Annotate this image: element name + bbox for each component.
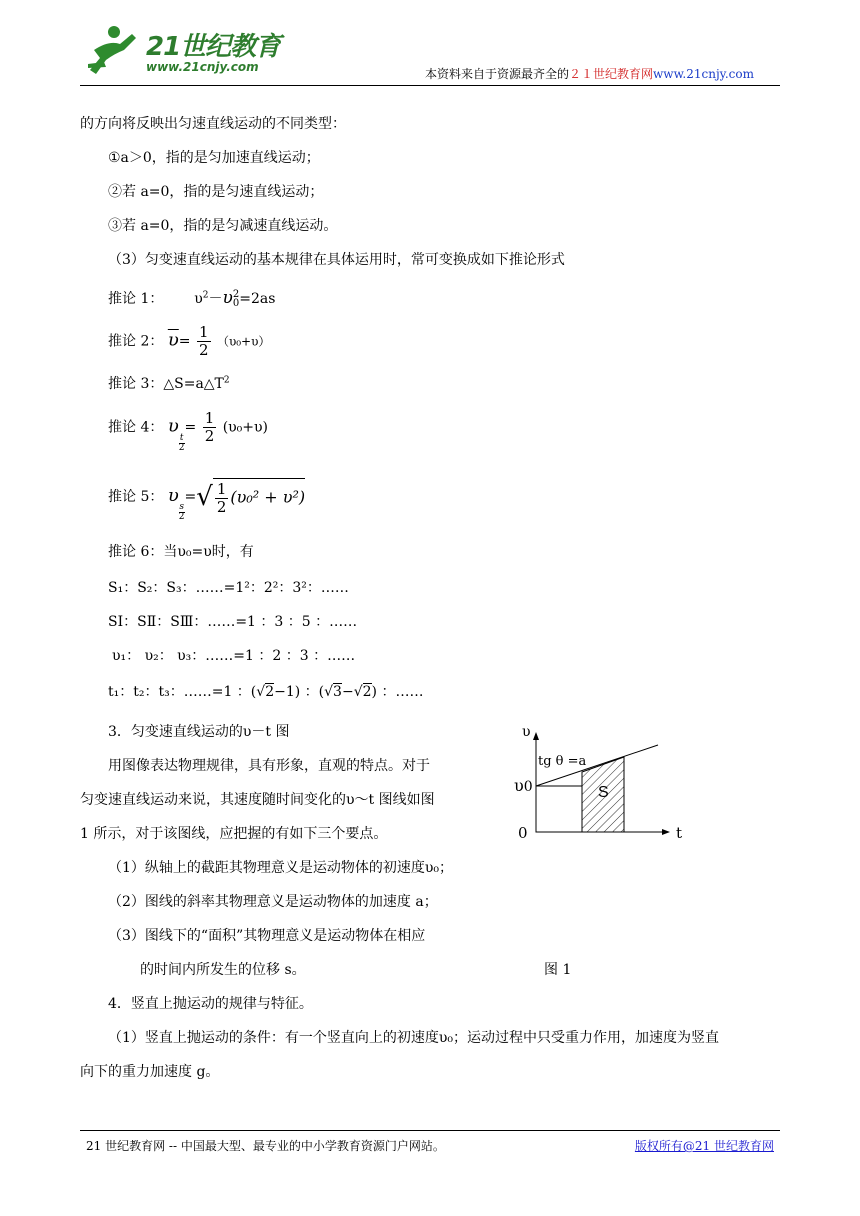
inference-2: 推论 2： $\overline{\upsilon}=$ $\frac{1}{2}$ （υ₀+υ）: [108, 323, 271, 359]
footer-left: 21 世纪教育网 -- 中国最大型、最专业的中小学教育资源门户网站。: [86, 1139, 445, 1153]
section-heading: 3．匀变速直线运动的υ－t 图: [108, 724, 290, 740]
source-prefix: 本资料来自于资源最齐全的: [425, 67, 570, 81]
paragraph: 用图像表达物理规律，具有形象，直观的特点。对于: [108, 758, 430, 774]
paragraph: （1）竖直上抛运动的条件：有一个竖直向上的初速度υ₀；运动过程中只受重力作用，加速度为竖直: [108, 1030, 720, 1046]
logo-url: www.21cnjy.com: [146, 60, 259, 74]
section-heading: （3）匀变速直线运动的基本规律在具体运用时，常可变换成如下推论形式: [108, 252, 565, 268]
logo-title: 21世纪教育: [146, 32, 281, 62]
footer-divider: [80, 1130, 780, 1131]
list-item: （3）图线下的“面积”其物理意义是运动物体在相应: [108, 928, 426, 944]
inference-4: 推论 4： υ $\frac{t}{2}$ = $\frac{1}{2}$ (υ₀+υ): [108, 409, 268, 453]
runner-logo-icon: [84, 20, 144, 80]
inference-1: 推论 1： $\upsilon^2-\upsilon$ 2 0 =2as: [108, 288, 276, 309]
area-label: S: [598, 784, 609, 801]
list-item: ①a＞0，指的是匀加速直线运动；: [108, 150, 320, 166]
y-axis-label: υ: [522, 724, 531, 740]
list-item: 的时间内所发生的位移 s。: [140, 962, 306, 978]
ratio-line: S₁：S₂：S₃：……=1²：2²：3²：……: [108, 580, 349, 596]
v0-label: υ0: [514, 776, 533, 795]
paragraph: 匀变速直线运动来说，其速度随时间变化的υ～t 图线如图: [80, 792, 435, 808]
ratio-line: SⅠ：SⅡ：SⅢ：……=1 ：3 ：5 ：……: [108, 614, 358, 630]
paragraph: 1 所示，对于该图线，应把握的有如下三个要点。: [80, 826, 388, 842]
list-item: （1）纵轴上的截距其物理意义是运动物体的初速度υ₀；: [108, 860, 454, 876]
source-site: ２１世纪教育网: [569, 67, 654, 81]
inference-6: 推论 6：当υ₀=υ时，有: [108, 544, 254, 560]
figure-caption: 图 1: [544, 962, 572, 978]
list-item: ②若 a=0，指的是匀速直线运动；: [108, 184, 324, 200]
ratio-line: t₁：t₂：t₃：……=1 ：(√2−1) ：(√3−√2) ：……: [108, 684, 424, 700]
inference-5: 推论 5： υ $\frac{s}{2}$ =√ $\frac{1}{2}$ (υ₀² + υ²): [108, 480, 306, 522]
text-line: 的方向将反映出匀速直线运动的不同类型：: [80, 116, 346, 132]
slope-label: tg θ =a: [538, 754, 587, 769]
ratio-line: υ₁： υ₂： υ₃：……=1 ：2 ：3 ：……: [112, 648, 356, 664]
logo: [84, 20, 284, 82]
origin-label: 0: [518, 824, 528, 842]
header-divider: [80, 85, 780, 86]
section-heading: 4．竖直上抛运动的规律与特征。: [108, 996, 313, 1012]
inference-3: 推论 3：$\triangle S=a\triangle T^2$: [108, 375, 230, 392]
list-item: （2）图线的斜率其物理意义是运动物体的加速度 a；: [108, 894, 438, 910]
source-url[interactable]: www.21cnjy.com: [653, 67, 754, 81]
header-source: [425, 66, 754, 82]
list-item: ③若 a=0，指的是匀减速直线运动。: [108, 218, 338, 234]
footer-copyright-link[interactable]: 版权所有@21 世纪教育网: [634, 1139, 774, 1153]
x-axis-label: t: [676, 824, 683, 842]
figure-1: [508, 724, 708, 984]
paragraph: 向下的重力加速度 g。: [80, 1064, 220, 1080]
